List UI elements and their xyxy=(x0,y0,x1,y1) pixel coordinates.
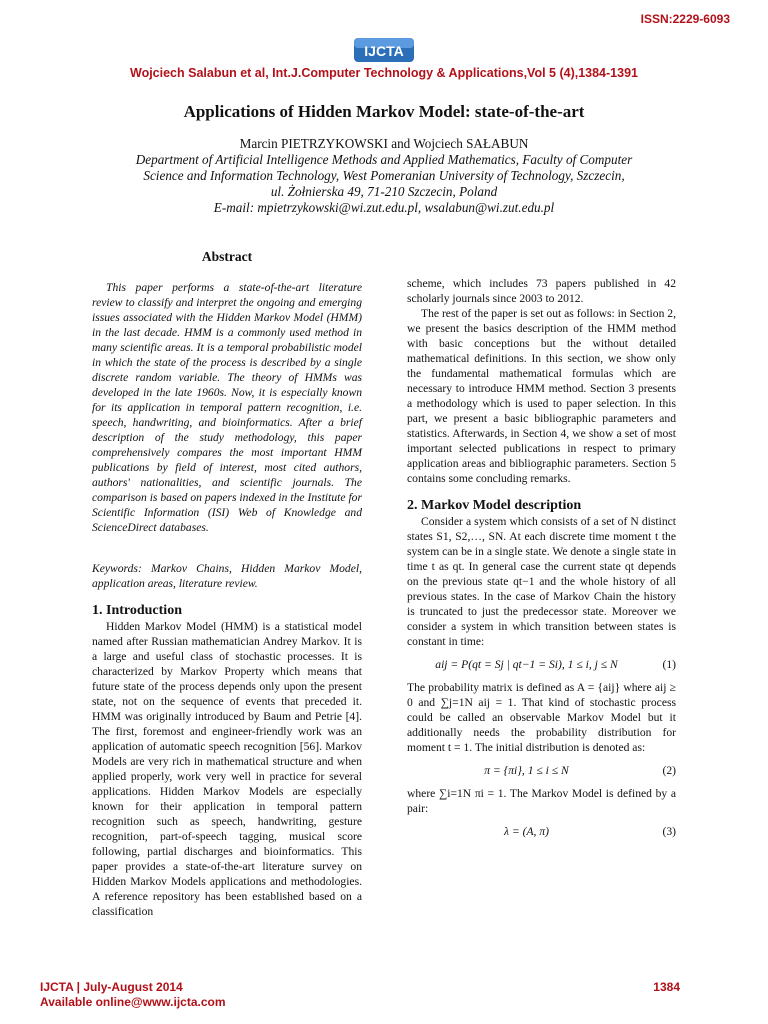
equation-3 xyxy=(407,824,676,839)
affiliation-line: Science and Information Technology, West Pomeranian University of Technology, Szczecin, xyxy=(143,168,625,183)
footer-journal xyxy=(40,980,226,1010)
affiliation-line: ul. Żołnierska 49, 71-210 Szczecin, Poland xyxy=(270,184,498,199)
paper-affiliation xyxy=(0,152,768,216)
abstract-text: This paper performs a state-of-the-art literature review to classify and interpret the ongoing and emerging issues associated with the Hidden Markov Model (HMM) in the last decade. HMM is a commonly used method in many scientific areas. It is a temporal probabilistic model in which the state of the process is described by a single discrete random variable. The theory of HMMs was developed in the late 1960s. Now, it is especially known for its application in temporal pattern recognition, i.e. speech, handwriting, and bioinformatics. After a brief description of the study methodology, this paper comprehensively compares the most important HMM publications by field of interest, most cited authors, authors' nationalities, and scientific journals. The comparison is based on papers indexed in the Institute for Scientific Information (ISI) Web of Knowledge and ScienceDirect databases. xyxy=(92,281,362,534)
email-line: E-mail: mpietrzykowski@wi.zut.edu.pl, wsalabun@wi.zut.edu.pl xyxy=(213,200,555,215)
svg-text:IJCTA: IJCTA xyxy=(364,43,404,59)
section-heading-markov-model: 2. Markov Model description xyxy=(407,498,582,513)
paper-title: Applications of Hidden Markov Model: state-of-the-art xyxy=(183,102,585,121)
abstract-body xyxy=(92,280,362,535)
equation-number: (3) xyxy=(662,825,676,838)
equation-expression: aij = P(qt = Sj | qt−1 = Si), 1 ≤ i, j ≤ N xyxy=(435,658,618,671)
equation-2 xyxy=(407,763,676,778)
right-column-top xyxy=(407,276,676,486)
paragraph: The probability matrix is defined as A = {aij} where aij ≥ 0 and ∑j=1N aij = 1. That kind of stochastic process could be called an observable Markov Model but it additionally needs the probability distribution for moment t = 1. The initial distribution is denoted as: xyxy=(407,681,676,754)
abstract-heading: Abstract xyxy=(201,249,253,264)
running-head: Wojciech Salabun et al, Int.J.Computer Technology & Applications,Vol 5 (4),1384-1391 xyxy=(130,66,638,80)
equation-1 xyxy=(407,657,676,672)
equation-expression: λ = (A, π) xyxy=(503,825,550,838)
paragraph: Consider a system which consists of a set of N distinct states S1, S2,…, SN. At each discrete time moment t the system can be in a single state. We denote a single state in time t as qt. In general case the current state qt depends on the previous state qt−1 and the whole history of all previous states. In the case of Markov Chain the history is truncated to just the predecessor state. Moreover we consider a system in which transition between states is constant in time: xyxy=(407,515,676,648)
introduction-body xyxy=(92,619,362,919)
paper-authors: Marcin PIETRZYKOWSKI and Wojciech SAŁABUN xyxy=(239,136,529,151)
issn-label: ISSN:2229-6093 xyxy=(640,12,730,26)
section-heading-introduction: 1. Introduction xyxy=(92,603,182,618)
paragraph: scheme, which includes 73 papers published in 42 scholarly journals since 2003 to 2012. xyxy=(407,277,676,305)
equation-number: (2) xyxy=(662,764,676,777)
keywords-text: Keywords: Markov Chains, Hidden Markov Model, application areas, literature review. xyxy=(92,562,362,590)
ijcta-logo xyxy=(348,36,420,64)
page-number: 1384 xyxy=(653,980,680,994)
markov-model-body xyxy=(407,514,676,847)
footer-online-link[interactable]: Available online@www.ijcta.com xyxy=(40,995,226,1009)
footer-journal-issue: IJCTA | July-August 2014 xyxy=(40,980,183,994)
equation-expression: π = {πi}, 1 ≤ i ≤ N xyxy=(484,764,569,777)
paragraph: The rest of the paper is set out as follows: in Section 2, we present the basics description of the HMM method with basic conceptions but the without detailed mathematical definitions. In this section, we show only the fundamental mathematical formulas which are necessary to introduce HMM method. Section 3 presents a methodology which is used to paper selection. In this part, we present a basic bibliographic parameters and statistics. Afterwards, in Section 4, we show a set of most important selected publications in respect to primary application areas and bibliographic parameters. Section 5 contains some concluding remarks. xyxy=(407,307,676,485)
equation-number: (1) xyxy=(662,658,676,671)
keywords xyxy=(92,561,362,591)
introduction-text: Hidden Markov Model (HMM) is a statistical model named after Russian mathematician Andrey Markov. It is a large and useful class of stochastic processes. It is characterized by Markov Property which means that future state of the process depends only upon the present state, not on the sequence of events that preceded it. HMM was originally introduced by Baum and Petrie [4]. The first, foremost and engineer-friendly work was an application of automatic speech recognition [56]. Markov Models are very rich in mathematical structure and when applied properly, work very well in practice for several applications. Hidden Markov Models are especially known for their application in temporal pattern recognition such as speech, handwriting, gesture recognition, part-of-speech tagging, musical score following, partial discharges and bioinformatics. This paper provides a state-of-the-art literature survey on Hidden Markov Models applications and methodologies. A reference repository has been established based on a classification xyxy=(92,620,362,918)
paragraph: where ∑i=1N πi = 1. The Markov Model is defined by a pair: xyxy=(407,787,676,815)
affiliation-line: Department of Artificial Intelligence Methods and Applied Mathematics, Faculty of Computer xyxy=(135,152,633,167)
